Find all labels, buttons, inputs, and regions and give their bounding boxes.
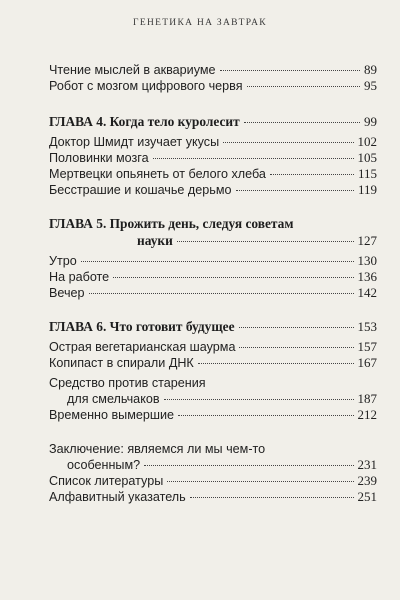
entry-page: 130 xyxy=(357,253,377,268)
entry-title: особенным? xyxy=(67,458,141,472)
table-of-contents xyxy=(49,62,377,505)
toc-entry xyxy=(49,339,377,355)
entry-page: 231 xyxy=(357,457,377,472)
entry-page: 157 xyxy=(357,339,377,354)
entry-page: 167 xyxy=(357,355,377,370)
dot-leader xyxy=(164,399,354,400)
dot-leader xyxy=(198,363,354,364)
entry-title: Чтение мыслей в аквариуме xyxy=(49,63,216,77)
entry-title: Доктор Шмидт изучает укусы xyxy=(49,135,220,149)
entry-title: для смельчаков xyxy=(67,392,160,406)
chapter-title: ГЛАВА 4. Когда тело куролесит xyxy=(49,114,240,129)
chapter-page: 99 xyxy=(364,114,377,129)
dot-leader xyxy=(190,497,354,498)
entry-title: Робот с мозгом цифрового червя xyxy=(49,79,243,93)
entry-title: Острая вегетарианская шаурма xyxy=(49,340,236,354)
entry-title: Мертвецки опьянеть от белого хлеба xyxy=(49,167,266,181)
toc-entry xyxy=(49,253,377,269)
entry-page: 136 xyxy=(357,269,377,284)
chapter-page: 127 xyxy=(357,233,377,248)
dot-leader xyxy=(223,142,353,143)
dot-leader xyxy=(270,174,354,175)
entry-page: 95 xyxy=(364,78,377,93)
toc-entry xyxy=(49,269,377,285)
entry-page: 251 xyxy=(357,489,377,504)
chapter-6-heading xyxy=(49,318,377,335)
toc-entry xyxy=(49,407,377,423)
dot-leader xyxy=(247,86,360,87)
entry-page: 239 xyxy=(357,473,377,488)
dot-leader xyxy=(220,70,360,71)
toc-entry xyxy=(49,62,377,78)
dot-leader xyxy=(153,158,354,159)
entry-title: Бесстрашие и кошачье дерьмо xyxy=(49,183,232,197)
dot-leader xyxy=(244,122,360,123)
entry-page: 119 xyxy=(357,182,377,197)
entry-page: 102 xyxy=(357,134,377,149)
chapter-title: ГЛАВА 6. Что готовит будущее xyxy=(49,319,235,334)
chapter-title: науки xyxy=(137,233,173,248)
dot-leader xyxy=(236,190,354,191)
entry-title: Список литературы xyxy=(49,474,164,488)
entry-page: 142 xyxy=(357,285,377,300)
toc-entry xyxy=(49,355,377,371)
entry-title: Алфавитный указатель xyxy=(49,490,186,504)
entry-title: Вечер xyxy=(49,286,85,300)
toc-entry xyxy=(49,473,377,489)
toc-entry xyxy=(49,166,377,182)
dot-leader xyxy=(239,347,353,348)
entry-page: 212 xyxy=(357,407,377,422)
dot-leader xyxy=(178,415,353,416)
entry-title: На работе xyxy=(49,270,110,284)
toc-entry xyxy=(49,78,377,94)
chapter-page: 153 xyxy=(357,319,377,334)
toc-entry xyxy=(49,150,377,166)
toc-entry xyxy=(49,489,377,505)
toc-entry-line2 xyxy=(49,391,377,407)
dot-leader xyxy=(177,241,354,242)
entry-page: 115 xyxy=(357,166,377,181)
entry-title: Копипаст в спирали ДНК xyxy=(49,356,194,370)
entry-page: 187 xyxy=(357,391,377,406)
dot-leader xyxy=(239,327,354,328)
dot-leader xyxy=(81,261,354,262)
dot-leader xyxy=(144,465,353,466)
conclusion-line2 xyxy=(49,457,377,473)
toc-entry xyxy=(49,182,377,198)
dot-leader xyxy=(89,293,354,294)
dot-leader xyxy=(113,277,353,278)
conclusion-line1: Заключение: являемся ли мы чем-то xyxy=(49,442,266,456)
entry-page: 89 xyxy=(364,62,377,77)
entry-title: Временно вымершие xyxy=(49,408,175,422)
chapter-5-heading-line2 xyxy=(49,232,377,249)
chapter-5-heading-line1: ГЛАВА 5. Прожить день, следуя советам xyxy=(49,216,294,231)
entry-page: 105 xyxy=(357,150,377,165)
toc-entry xyxy=(49,134,377,150)
toc-entry xyxy=(49,285,377,301)
entry-title: Утро xyxy=(49,254,77,268)
entry-title: Половинки мозга xyxy=(49,151,149,165)
dot-leader xyxy=(167,481,353,482)
toc-entry-line1: Средство против старения xyxy=(49,376,206,390)
running-head: ГЕНЕТИКА НА ЗАВТРАК xyxy=(133,18,267,28)
chapter-4-heading xyxy=(49,113,377,130)
